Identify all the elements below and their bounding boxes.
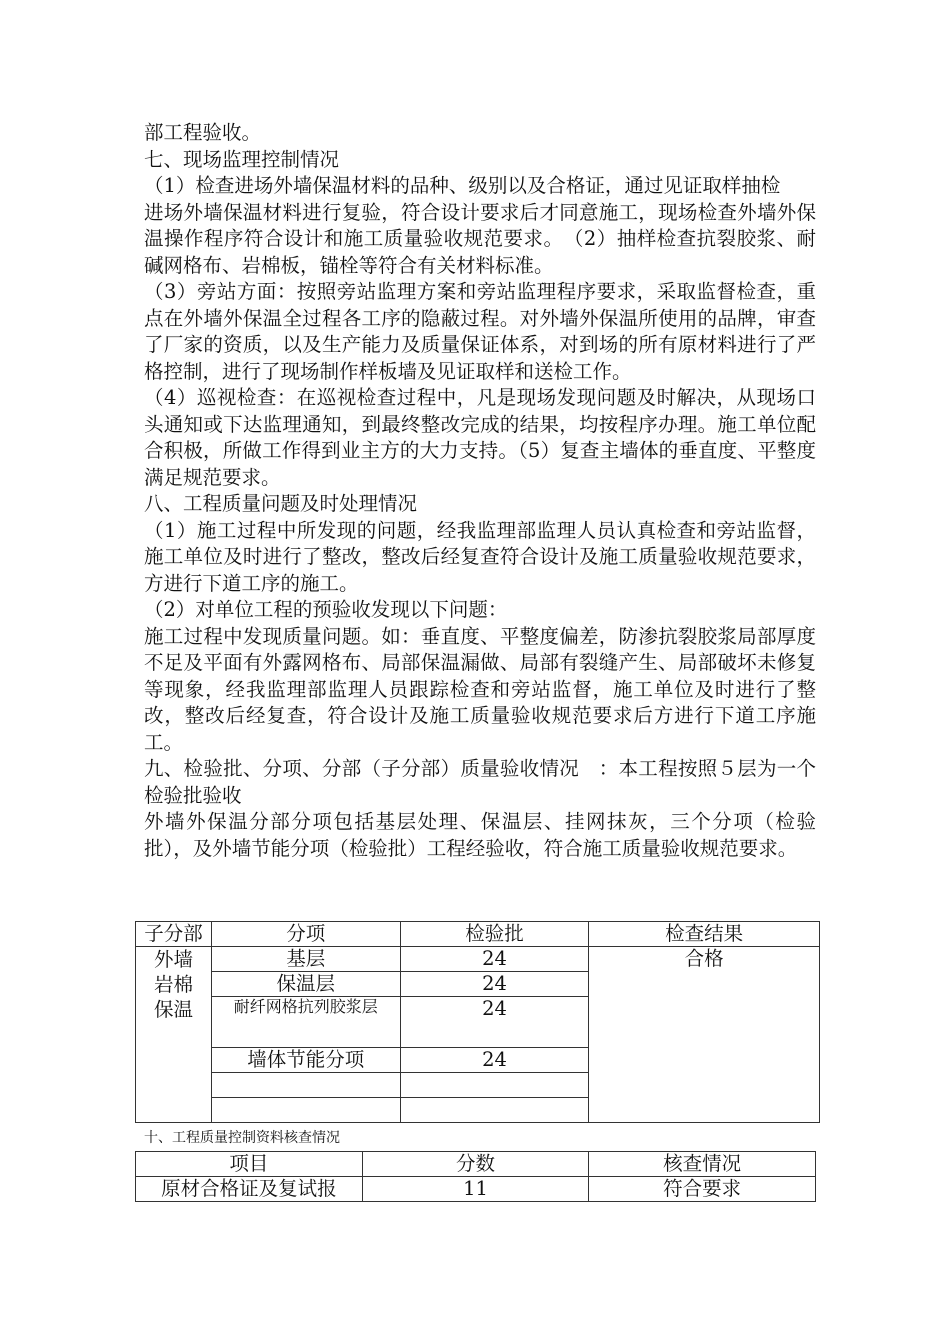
paragraph: 外墙外保温分部分项包括基层处理、保温层、挂网抹灰，三个分项（检验批），及外墙节能分项（检验批）工程经验收，符合施工质量验收规范要求。 [144,810,816,860]
paragraph: （1）施工过程中所发现的问题，经我监理部监理人员认真检查和旁站监督，施工单位及时进行了整改，整改后经复查符合设计及施工质量验收规范要求，方进行下道工序的施工。 [144,518,816,595]
table-cell [400,1098,589,1123]
table-header: 检查结果 [589,922,820,947]
table-cell: 基层 [211,947,400,972]
table-cell: 墙体节能分项 [211,1048,400,1073]
subdivision-name: 外墙岩棉保温 [153,948,193,1021]
section-heading-8: 八、工程质量问题及时处理情况 [144,492,418,515]
table-row [136,1177,816,1202]
document-body [144,120,816,862]
table-cell [400,1073,589,1098]
paragraph: 部工程验收。 [144,121,262,144]
table-cell: 11 [362,1177,589,1202]
table-header: 核查情况 [589,1152,816,1177]
table-header-row [136,922,820,947]
table-cell: 24 [400,947,589,972]
section-heading-7: 七、现场监理控制情况 [144,147,340,171]
table-caption: 十、工程质量控制资料核查情况 [144,1130,340,1146]
table-cell: 24 [400,997,589,1048]
paragraph: （1）检查进场外墙保温材料的品种、级别以及合格证，通过见证取样抽检 [144,174,781,197]
table-header: 分项 [211,922,400,947]
table-cell: 保温层 [211,972,400,997]
table-header: 项目 [136,1152,363,1177]
table-cell [211,1098,400,1123]
acceptance-table [135,921,820,1123]
table-header: 子分部 [136,922,212,947]
section-heading-9: 九、检验批、分项、分部（子分部）质量验收情况 ：本工程按照５层为一个检验批验收 [144,757,816,807]
table-cell: 24 [400,972,589,997]
paragraph: （2）对单位工程的预验收发现以下问题： [144,598,508,621]
table-row [136,947,820,972]
quality-data-table [135,1151,816,1202]
table-header-row [136,1152,816,1177]
table-cell: 原材合格证及复试报 [136,1177,363,1202]
paragraph: 施工过程中发现质量问题。如：垂直度、平整度偏差，防渗抗裂胶浆局部厚度不足及平面有外露网格布、局部保温漏做、局部有裂缝产生、局部破坏未修复等现象，经我监理部监理人员跟踪检查和旁站监督，施工单位及时进行了整改，整改后经复查，符合设计及施工质量验收规范要求后方进行下道工序施工。 [144,624,816,754]
paragraph: （3）旁站方面：按照旁站监理方案和旁站监理程序要求，采取监督检查，重点在外墙外保温全过程各工序的隐蔽过程。对外墙外保温所使用的品牌，审查了厂家的资质，以及生产能力及质量保证体系，对到场的所有原材料进行了严格控制，进行了现场制作样板墙及见证取样和送检工作。 [144,280,816,383]
result-cell: 合格 [589,947,820,1123]
subdivision-cell [136,947,212,1123]
paragraph: 进场外墙保温材料进行复验，符合设计要求后才同意施工，现场检查外墙外保温操作程序符合设计和施工质量验收规范要求。 （2）抽样检查抗裂胶浆、耐碱网格布、岩棉板，锚栓等符合有关材料标准。 [144,200,816,277]
paragraph: （4）巡视检查：在巡视检查过程中，凡是现场发现问题及时解决，从现场口头通知或下达监理通知，到最终整改完成的结果，均按程序办理。施工单位配合积极，所做工作得到业主方的大力支持。（5）复查主墙体的垂直度、平整度满足规范要求。 [144,386,816,489]
table-cell [211,1073,400,1098]
table-header: 分数 [362,1152,589,1177]
table-cell: 符合要求 [589,1177,816,1202]
table-cell: 耐纤网格抗列胶浆层 [211,997,400,1048]
table-cell: 24 [400,1048,589,1073]
table-header: 检验批 [400,922,589,947]
